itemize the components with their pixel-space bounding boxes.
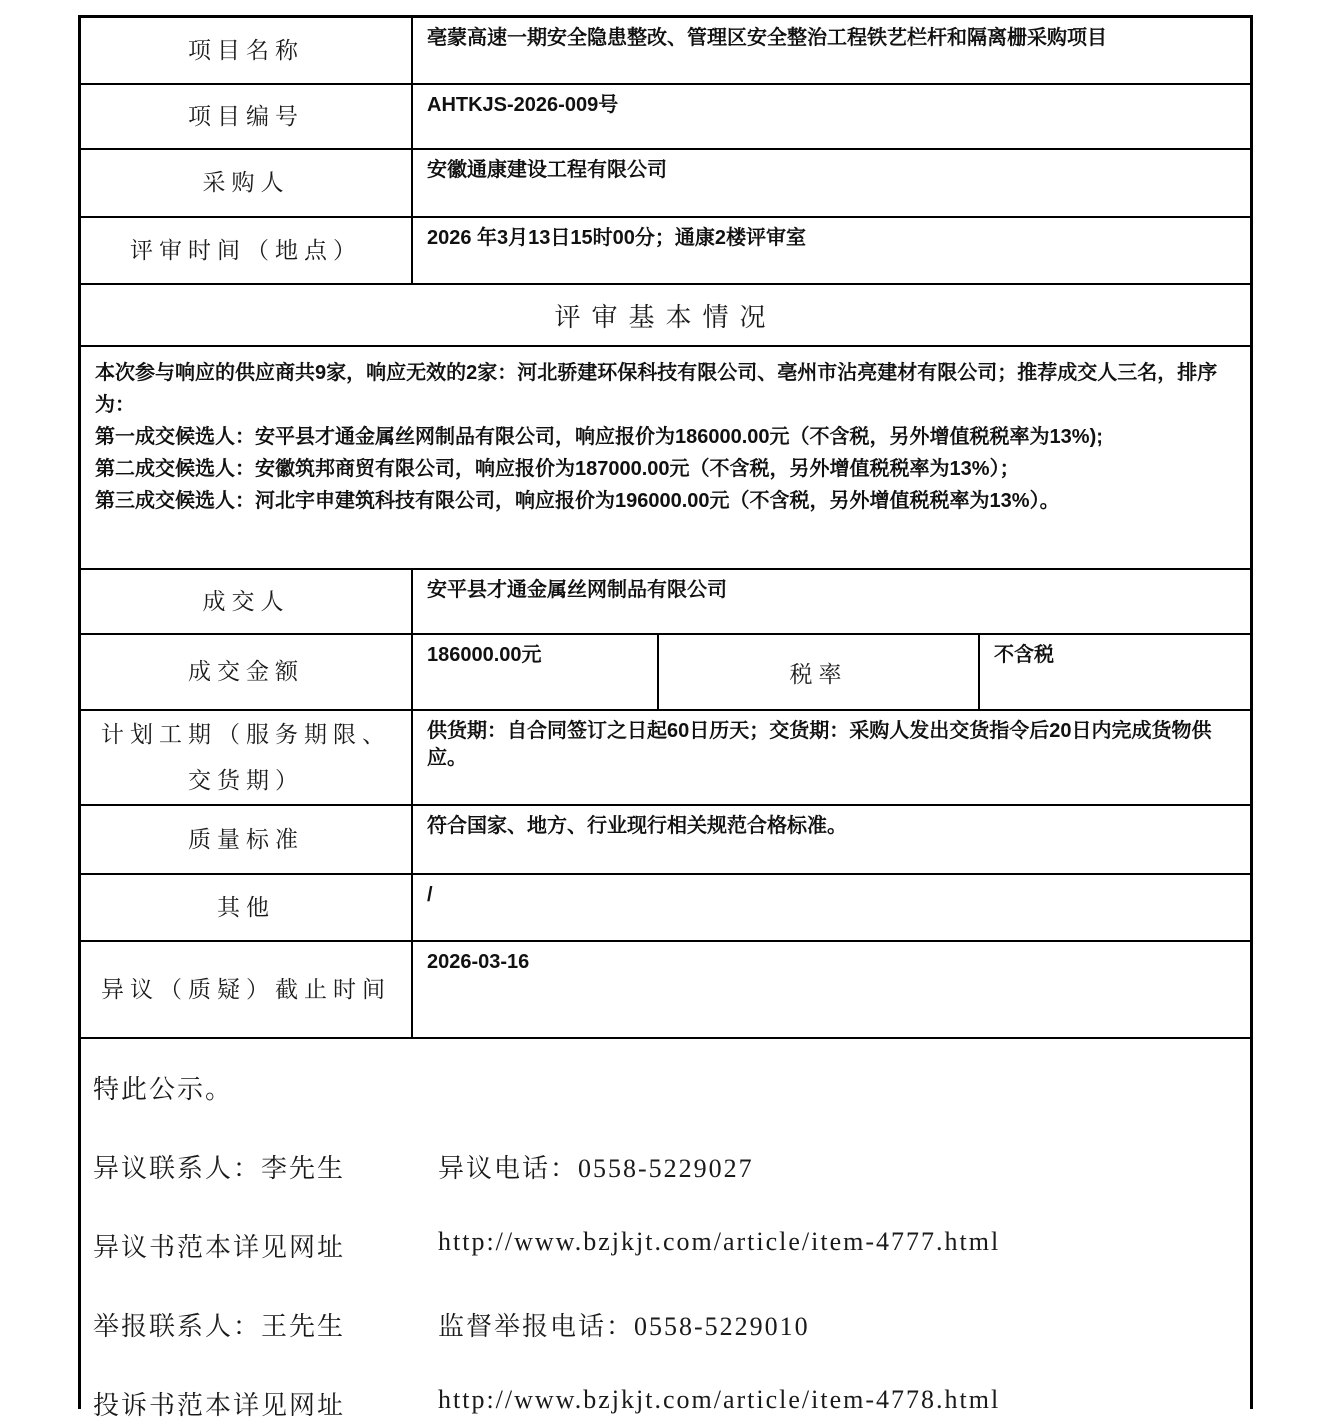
other-label: 其他 [81, 875, 413, 940]
winner-value: 安平县才通金属丝网制品有限公司 [427, 579, 727, 601]
footer-section [81, 1039, 1250, 1420]
project-name-label: 项目名称 [81, 18, 413, 83]
objection-contact-label: 异议联系人：李先生 [93, 1154, 346, 1183]
summary-line: 第一成交候选人：安平县才通金属丝网制品有限公司，响应报价为186000.00元（不含税，另外增值税税率为13%); [95, 426, 1103, 448]
report-contact-line [93, 1306, 1236, 1343]
schedule-value: 供货期：自合同签订之日起60日历天；交货期：采购人发出交货指令后20日内完成货物供应。 [427, 720, 1212, 769]
review-summary [81, 347, 1250, 570]
report-contact-label: 举报联系人：王先生 [93, 1312, 346, 1341]
objection-deadline-value: 2026-03-16 [427, 951, 530, 973]
row-amount [81, 635, 1250, 711]
tax-rate-label: 税率 [659, 635, 980, 709]
complaint-template-line [93, 1385, 1236, 1422]
purchaser-value: 安徽通康建设工程有限公司 [427, 159, 667, 181]
objection-template-label: 异议书范本详见网址 [93, 1233, 346, 1262]
objection-template-line [93, 1227, 1236, 1264]
schedule-label: 计划工期（服务期限、交货期） [81, 711, 413, 804]
row-winner [81, 570, 1250, 635]
section-title: 评审基本情况 [81, 285, 1250, 347]
tax-rate-value: 不含税 [994, 644, 1054, 666]
amount-label: 成交金额 [81, 635, 413, 709]
summary-line: 第二成交候选人：安徽筑邦商贸有限公司，响应报价为187000.00元（不含税，另外增值税税率为13%）； [95, 458, 1020, 480]
row-objection-deadline [81, 942, 1250, 1039]
project-number-label: 项目编号 [81, 85, 413, 148]
row-quality [81, 806, 1250, 875]
row-schedule [81, 711, 1250, 806]
review-time-value: 2026 年3月13日15时00分；通康2楼评审室 [427, 227, 807, 249]
review-time-label: 评审时间（地点） [81, 218, 413, 283]
project-name-value: 亳蒙高速一期安全隐患整改、管理区安全整治工程铁艺栏杆和隔离栅采购项目 [427, 27, 1107, 49]
objection-template-url: http://www.bzjkjt.com/article/item-4777.html [438, 1227, 1001, 1256]
winner-label: 成交人 [81, 570, 413, 633]
summary-line: 第三成交候选人：河北宇申建筑科技有限公司，响应报价为196000.00元（不含税，另外增值税税率为13%）。 [95, 490, 1060, 512]
complaint-template-url: http://www.bzjkjt.com/article/item-4778.html [438, 1385, 1001, 1414]
quality-value: 符合国家、地方、行业现行相关规范合格标准。 [427, 815, 847, 837]
public-notice-text: 特此公示。 [93, 1075, 234, 1104]
row-purchaser [81, 150, 1250, 218]
objection-contact-line [93, 1148, 1236, 1185]
row-other [81, 875, 1250, 942]
purchaser-label: 采购人 [81, 150, 413, 216]
project-number-value: AHTKJS-2026-009号 [427, 94, 619, 116]
row-review-time [81, 218, 1250, 285]
objection-phone: 异议电话：0558-5229027 [438, 1154, 754, 1183]
report-phone: 监督举报电话：0558-5229010 [438, 1312, 810, 1341]
other-value: / [427, 884, 433, 906]
row-project-number [81, 85, 1250, 150]
row-project-name [81, 18, 1250, 85]
notice-table [78, 15, 1253, 1420]
quality-label: 质量标准 [81, 806, 413, 873]
objection-deadline-label: 异议（质疑）截止时间 [81, 942, 413, 1037]
summary-line: 本次参与响应的供应商共9家，响应无效的2家：河北骄建环保科技有限公司、亳州市沾亮建材有限公司；推荐成交人三名，排序为： [95, 362, 1218, 416]
complaint-template-label: 投诉书范本详见网址 [93, 1391, 346, 1420]
amount-value: 186000.00元 [413, 635, 659, 709]
